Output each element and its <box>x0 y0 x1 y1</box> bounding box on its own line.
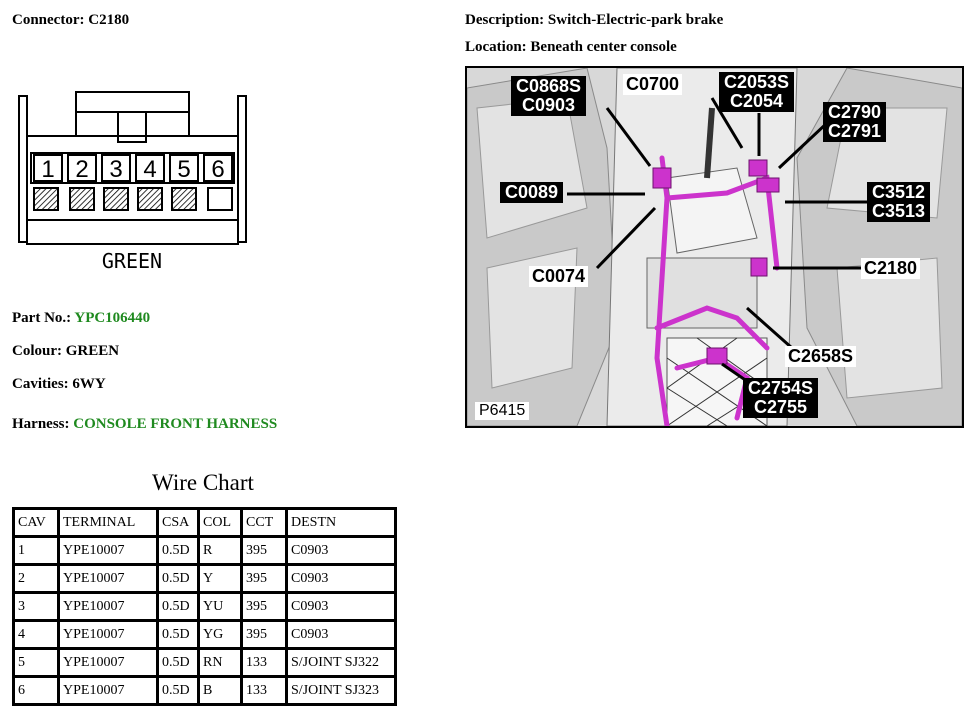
callout-c2053s-c2054 <box>719 72 794 112</box>
cavities-label: Cavities: 6WY <box>12 376 106 392</box>
callout-label: C2754S <box>748 378 814 398</box>
callout-c3512-c3513 <box>867 182 930 222</box>
column-header: CSA <box>158 509 199 537</box>
pin-number: 3 <box>109 156 123 183</box>
table-cell: S/JOINT SJ322 <box>287 649 396 677</box>
table-cell: 395 <box>242 537 287 565</box>
table-cell: YPE10007 <box>59 621 158 649</box>
table-row <box>14 649 396 677</box>
table-cell: YPE10007 <box>59 593 158 621</box>
callout-c2754s-c2755 <box>743 378 818 418</box>
connector-color-label: GREEN <box>101 249 163 273</box>
table-row <box>14 677 396 705</box>
table-cell: S/JOINT SJ323 <box>287 677 396 705</box>
colour-label: Colour: GREEN <box>12 343 120 359</box>
table-cell: B <box>199 677 242 705</box>
table-cell: YPE10007 <box>59 649 158 677</box>
callout-label: C2053S <box>724 72 790 92</box>
column-header: COL <box>199 509 242 537</box>
illustration-code: P6415 <box>475 402 529 420</box>
connector-face-diagram <box>14 90 264 280</box>
wire-chart-title: Wire Chart <box>152 470 254 495</box>
callout-label: C2054 <box>730 91 784 111</box>
harness-value: CONSOLE FRONT HARNESS <box>73 416 278 432</box>
callout-label: C2791 <box>828 121 882 141</box>
table-cell: 3 <box>14 593 59 621</box>
table-cell: 395 <box>242 621 287 649</box>
callout-c0700: C0700 <box>623 74 682 95</box>
table-cell: 0.5D <box>158 621 199 649</box>
column-header: CAV <box>14 509 59 537</box>
pin-number: 2 <box>75 156 89 183</box>
table-cell: 0.5D <box>158 649 199 677</box>
table-cell: C0903 <box>287 593 396 621</box>
callout-c0868s-c0903 <box>511 76 586 116</box>
table-row <box>14 565 396 593</box>
callout-label: C2755 <box>754 397 808 417</box>
connector-location-illustration <box>465 66 964 428</box>
table-row <box>14 593 396 621</box>
connector-title: Connector: C2180 <box>12 12 130 28</box>
column-header: TERMINAL <box>59 509 158 537</box>
table-cell: 0.5D <box>158 537 199 565</box>
column-header: DESTN <box>287 509 396 537</box>
pin-number: 5 <box>177 156 191 183</box>
table-cell: 4 <box>14 621 59 649</box>
vehicle-interior-drawing <box>467 68 962 426</box>
table-cell: YPE10007 <box>59 537 158 565</box>
part-number <box>12 310 150 327</box>
table-cell: 133 <box>242 649 287 677</box>
pin-number: 4 <box>143 156 157 183</box>
column-header: CCT <box>242 509 287 537</box>
table-cell: 0.5D <box>158 565 199 593</box>
callout-label: C3513 <box>872 201 926 221</box>
callout-c2180: C2180 <box>861 258 920 279</box>
table-cell: 1 <box>14 537 59 565</box>
table-cell: C0903 <box>287 537 396 565</box>
description-label: Description: Switch-Electric-park brake <box>465 12 724 28</box>
table-cell: 133 <box>242 677 287 705</box>
table-cell: 2 <box>14 565 59 593</box>
callout-label: C2790 <box>828 102 882 122</box>
callout-label: C0903 <box>522 95 576 115</box>
table-header-row <box>14 509 396 537</box>
part-number-value: YPC106440 <box>74 310 151 326</box>
harness-label: Harness: <box>12 416 70 432</box>
callout-c0074: C0074 <box>529 266 588 287</box>
callout-c0089: C0089 <box>500 182 563 203</box>
table-cell: Y <box>199 565 242 593</box>
harness <box>12 416 277 433</box>
table-cell: 5 <box>14 649 59 677</box>
table-cell: C0903 <box>287 621 396 649</box>
callout-c2658s: C2658S <box>785 346 856 367</box>
callout-label: C3512 <box>872 182 926 202</box>
table-cell: YPE10007 <box>59 677 158 705</box>
table-cell: C0903 <box>287 565 396 593</box>
table-row <box>14 537 396 565</box>
callout-label: C0868S <box>516 76 582 96</box>
pin-number: 1 <box>41 156 55 183</box>
table-cell: 0.5D <box>158 677 199 705</box>
pin-number: 6 <box>211 156 225 183</box>
table-cell: YPE10007 <box>59 565 158 593</box>
table-cell: 395 <box>242 593 287 621</box>
callout-c2790-c2791 <box>823 102 886 142</box>
location-label: Location: Beneath center console <box>465 39 677 55</box>
table-cell: RN <box>199 649 242 677</box>
table-cell: YU <box>199 593 242 621</box>
table-cell: 0.5D <box>158 593 199 621</box>
table-cell: 395 <box>242 565 287 593</box>
table-cell: YG <box>199 621 242 649</box>
part-number-label: Part No.: <box>12 310 72 326</box>
table-row <box>14 621 396 649</box>
table-cell: R <box>199 537 242 565</box>
table-cell: 6 <box>14 677 59 705</box>
wire-chart-table <box>12 507 397 706</box>
